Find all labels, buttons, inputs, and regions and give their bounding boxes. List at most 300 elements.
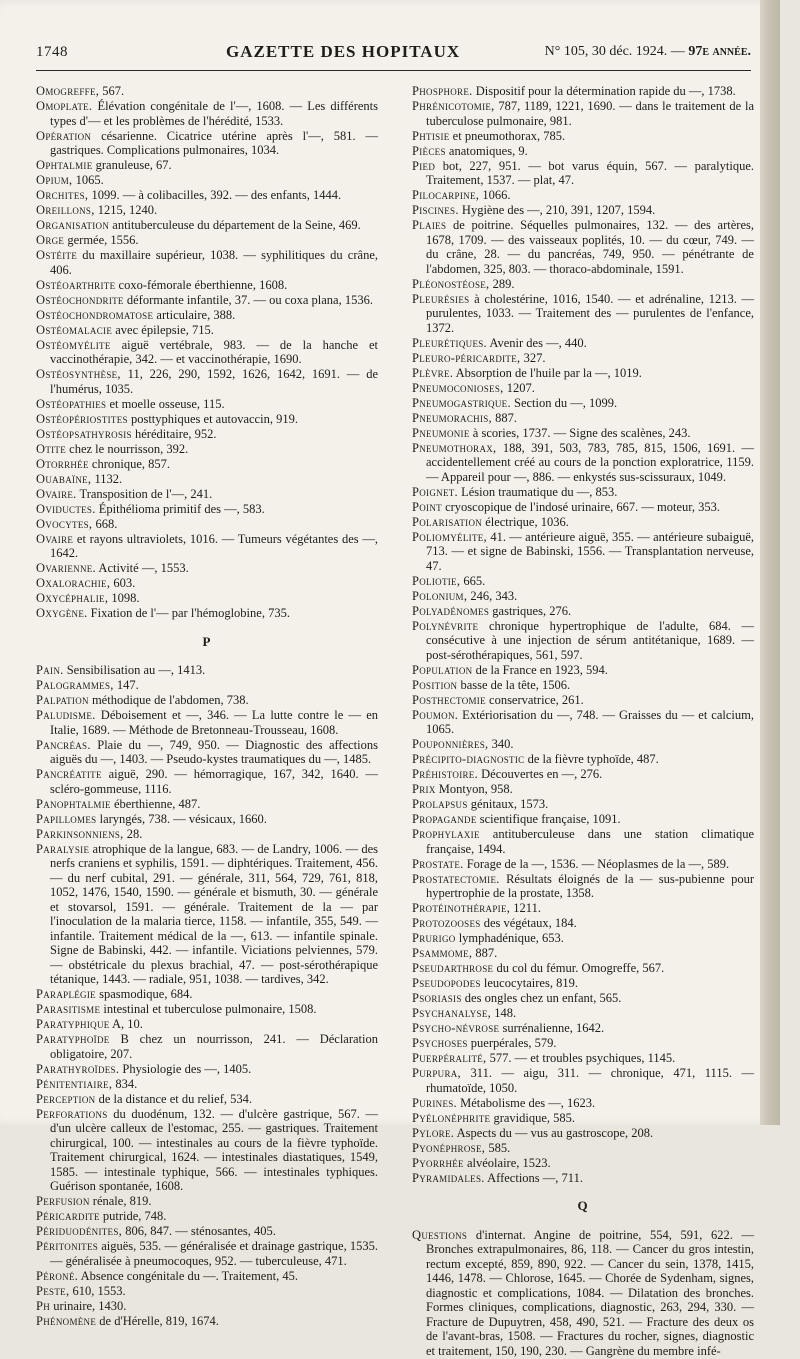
entry-text: 603. [110, 576, 136, 590]
entry-text: aiguës, 535. — généralisée et drainage gastrique, 1535. — généralisée à pneumocoques, 952. — tuberculeuse, 471. [50, 1239, 378, 1268]
entry-headword: Population [412, 662, 473, 677]
entry-headword: Pseudopodes [412, 976, 481, 990]
entry-headword: Parathyroïdes. [36, 1061, 120, 1076]
index-entry [36, 591, 378, 606]
entry-text: 610, 1553. [69, 1283, 126, 1298]
index-entry [412, 500, 754, 515]
issue-info [545, 44, 751, 60]
index-entry [412, 218, 754, 276]
entry-text: Plaie du —, 749, 950. — Diagnostic des affections aiguës du —, 1403. — Pseudo-kystes traumatiques du —, 1485. [50, 737, 378, 766]
entry-headword: Polyadénomes [412, 603, 490, 618]
index-column-right [412, 84, 754, 1359]
entry-headword: Pleurésies [412, 291, 470, 306]
entry-text: des végétaux, 184. [480, 916, 577, 930]
entry-text: Montyon, 958. [435, 782, 513, 796]
index-entry [412, 188, 754, 203]
entry-text: Métabolisme des —, 1623. [456, 1095, 596, 1110]
entry-headword: Ostéite [36, 248, 78, 262]
entry-headword: Omoplate. [36, 99, 93, 113]
index-entry [412, 767, 754, 782]
index-entry [36, 1239, 378, 1268]
entry-text: 1098. [108, 591, 140, 605]
index-entry [412, 1126, 754, 1141]
entry-headword: Préhistoire. [412, 767, 479, 781]
index-entry [36, 663, 378, 678]
index-entry [36, 1107, 378, 1194]
entry-text: antituberculeuse du département de la Seine, 469. [109, 218, 361, 232]
entry-text: intestinal et tuberculose pulmonaire, 1508. [100, 1002, 317, 1016]
entry-text: anatomiques, 9. [445, 143, 528, 158]
entry-headword: Palogrammes, [36, 678, 114, 692]
index-entry [36, 1092, 378, 1107]
entry-text: Dispositif pour la détermination rapide du —, 1738. [472, 84, 736, 98]
entry-headword: Ovarienne. [36, 561, 96, 575]
entry-headword: Phrénicotomie, [412, 99, 495, 113]
index-entry [36, 457, 378, 472]
entry-headword: Opium, [36, 173, 73, 187]
entry-headword: Pseudarthrose [412, 961, 494, 975]
entry-headword: Ostéochondrite [36, 292, 124, 307]
entry-text: 668. [92, 516, 118, 531]
journal-title: GAZETTE DES HOPITAUX [226, 42, 461, 61]
index-entry [36, 99, 378, 128]
entry-headword: Pleuro-péricardite, [412, 350, 521, 365]
index-entry [412, 203, 754, 218]
index-entry [412, 737, 754, 752]
index-entry [36, 1062, 378, 1077]
index-entry [412, 589, 754, 604]
index-entry [36, 472, 378, 487]
entry-headword: Oreillons, [36, 203, 95, 217]
index-entry [412, 976, 754, 991]
index-entry [36, 1002, 378, 1017]
entry-headword: Polonium, [412, 588, 468, 603]
entry-text: Résultats éloignés de la — sus-pubienne pour hypertrophie de la prostate, 1358. [426, 871, 754, 900]
entry-text: 1099. — à colibacilles, 392. — des enfants, 1444. [88, 188, 342, 202]
index-entry [36, 606, 378, 621]
entry-text: 28. [123, 826, 143, 841]
entry-headword: Phosphore. [412, 84, 473, 98]
index-entry [36, 502, 378, 517]
entry-text: 887. [491, 410, 517, 425]
entry-text: de la France en 1923, 594. [472, 662, 608, 677]
entry-text: 887. [472, 946, 498, 960]
entry-text: Transposition de l'—, 241. [76, 486, 213, 501]
index-entry [36, 532, 378, 561]
entry-text: avec épilepsie, 715. [112, 322, 214, 337]
entry-headword: Propagande [412, 812, 477, 826]
entry-headword: Pièces [412, 143, 446, 158]
entry-headword: Point [412, 499, 442, 514]
index-entry [412, 411, 754, 426]
entry-headword: Périduodénites, [36, 1224, 123, 1238]
index-entry [412, 485, 754, 500]
index-entry [412, 1096, 754, 1111]
index-entry [36, 442, 378, 457]
entry-text: et pneumothorax, 785. [449, 128, 566, 143]
entry-text: 41. — antérieure aiguë, 355. — antérieure subaiguë, 713. — et signe de Babinski, 1556. — Transplantation nerveuse, 47. [426, 529, 754, 573]
entry-text: Extériorisation du —, 748. — Graisses du — et calcium, 1065. [426, 707, 754, 736]
entry-headword: Ostéomyélite [36, 337, 111, 352]
index-entry [36, 1284, 378, 1299]
index-entry [412, 426, 754, 441]
entry-text: conservatrice, 261. [485, 692, 584, 707]
entry-text: de d'Hérelle, 819, 1674. [96, 1313, 219, 1328]
index-entry [412, 857, 754, 872]
entry-headword: Pneumorachis, [412, 410, 492, 425]
entry-headword: Pyélonéphrite [412, 1110, 491, 1125]
entry-headword: Paratyphoïde [36, 1032, 110, 1046]
entry-headword: Perfusion [36, 1194, 90, 1208]
entry-text: méthodique de l'abdomen, 738. [88, 693, 249, 707]
entry-headword: Pilocarpine, [412, 188, 480, 202]
entry-headword: Peste, [36, 1283, 70, 1298]
entry-headword: Ovaire [36, 531, 74, 546]
index-entry [412, 99, 754, 128]
index-entry [412, 782, 754, 797]
entry-headword: Psychanalyse, [412, 1006, 492, 1020]
entry-headword: Péricardite [36, 1209, 100, 1223]
entry-headword: Protozooses [412, 916, 481, 930]
entry-text: 1211. [510, 901, 541, 915]
entry-headword: Ostéosynthèse, [36, 367, 121, 381]
entry-text: cryoscopique de l'indosé urinaire, 667. — moteur, 353. [441, 499, 721, 514]
entry-text: 1065. [72, 173, 104, 187]
index-entry [36, 218, 378, 233]
index-entry [36, 1017, 378, 1032]
entry-text: d'internat. Angine de poitrine, 554, 591, 622. — Bronches extrapulmonaires, 86, 118. — Cancer du gros intestin, rectum excepté, 859, 890, 922. — Cancer du sein, 1378, 1415, 1446, 1478. — Chlorose, 1645. — Chorée de Sydenham, signes, diagnostic et complications, 1084. — Dilatation des bronches. Formes cliniques, complications, diagnostic, 263, 294, 330. — Fracture de Dupuytren, 458, 490, 521. — Fracture des deux os de l'avant-bras, 1508. — Fractures du rocher, signes, diagnostic et traitement, 150, 190, 230. — Gangrène du membre infé- [426, 1227, 754, 1358]
index-entry [412, 931, 754, 946]
index-entry [412, 1156, 754, 1171]
entry-text: laryngés, 738. — vésicaux, 1660. [96, 811, 267, 826]
entry-headword: Puerpéralité, [412, 1051, 487, 1065]
entry-text: Aspects du — vus au gastroscope, 208. [454, 1125, 654, 1140]
index-entry [36, 158, 378, 173]
entry-text: 834. [112, 1076, 138, 1091]
entry-text: 289. [489, 276, 515, 291]
entry-text: 806, 847. — sténosantes, 405. [122, 1224, 276, 1238]
index-entry [412, 144, 754, 159]
entry-headword: Prostate. [412, 856, 464, 871]
index-entry [412, 872, 754, 901]
entry-text: de poitrine. Séquelles pulmonaires, 132. — des artères, 1678, 1709. — des vaisseaux poplités, 10. — du cœur, 749. — du crâne, 28. — du pancréas, 749, 950. — pénétrante de l'abdomen, 325, 803. — thoraco-abdominale, 1591. [426, 218, 754, 276]
index-entry [412, 827, 754, 856]
entry-text: Avenir des —, 440. [486, 335, 587, 350]
entry-headword: Protéinothérapie, [412, 901, 511, 915]
entry-text: alvéolaire, 1523. [463, 1155, 551, 1170]
entry-headword: Plaies [412, 218, 447, 232]
index-entry [412, 1051, 754, 1066]
entry-text: Lésion traumatique du —, 853. [457, 484, 618, 499]
index-entry [412, 1021, 754, 1036]
entry-text: chronique, 857. [88, 456, 170, 471]
entry-text: Découvertes en —, 276. [478, 767, 603, 781]
entry-text: Hygiène des —, 210, 391, 1207, 1594. [458, 203, 656, 217]
index-entry [36, 248, 378, 277]
entry-headword: Péroné. [36, 1268, 79, 1283]
entry-text: à scories, 1737. — Signe des scalènes, 243. [469, 425, 691, 440]
index-entry [412, 292, 754, 336]
entry-headword: Ph [36, 1298, 51, 1313]
index-entry [412, 708, 754, 737]
entry-headword: Pleurétiques. [412, 335, 487, 350]
entry-headword: Purpura, [412, 1066, 461, 1080]
entry-text: surrénalienne, 1642. [499, 1021, 605, 1035]
index-entry [412, 1036, 754, 1051]
index-entry [412, 351, 754, 366]
entry-headword: Ovaire. [36, 486, 77, 501]
entry-text: coxo-fémorale éberthienne, 1608. [115, 277, 288, 292]
entry-headword: Psoriasis [412, 991, 462, 1005]
index-entry [412, 366, 754, 381]
entry-headword: Ostéochondromatose [36, 307, 154, 322]
index-entry [412, 619, 754, 663]
entry-headword: Poumon. [412, 707, 459, 722]
index-entry [412, 812, 754, 827]
index-entry [36, 576, 378, 591]
entry-headword: Pyonéphrose, [412, 1140, 486, 1155]
entry-text: B chez un nourrisson, 241. — Déclaration obligatoire, 207. [50, 1032, 378, 1061]
index-entry [36, 1314, 378, 1329]
entry-text: 11, 226, 290, 1592, 1626, 1642, 1691. — de l'humérus, 1035. [50, 367, 378, 396]
entry-headword: Ostéopsathyrosis [36, 426, 132, 441]
entry-text: 1207. [503, 380, 535, 395]
entry-headword: Questions [412, 1227, 468, 1242]
entry-headword: Péritonites [36, 1239, 99, 1253]
entry-text: A, 10. [109, 1017, 143, 1031]
index-entry [36, 517, 378, 532]
entry-headword: Ostéomalacie [36, 322, 113, 337]
entry-text: bot, 227, 951. — bot varus équin, 567. — paralytique. Traitement, 1537. — plat, 47. [426, 158, 754, 187]
entry-headword: Pneumoconioses, [412, 380, 504, 395]
entry-headword: Ophtalmie [36, 158, 93, 172]
year-label: 97e année. [688, 44, 751, 59]
entry-text: Fixation de l'— par l'hémoglobine, 735. [87, 606, 290, 620]
index-entry [36, 827, 378, 842]
entry-headword: Pneumothorax, [412, 440, 497, 455]
index-entry [412, 663, 754, 678]
entry-text: atrophique de la langue, 683. — de Landry, 1006. — des nerfs craniens et syphilis, 1591. — diphtériques. Traitement, 456. — du nerf cubital, 291. — générale, 311, 564, 729, 761, 818, 1052, 1476, 1540, 1590. — générale et bismuth, 30. — générale et stovarsol, 1591. — générale. Traitement de la — par l'inoculation de la malaria tierce, 1158. — infantile, 355, 549. — infantile. Traitement médical de la —, 613. — infantile spinale. Signe de Babinski, 442. — infantile. Viciations pelviennes, 579. — obstétricale du plexus brachial, 47. — post-sérothérapique tétanique, 1443. — radiale, 951, 1038. — tardives, 342. [50, 841, 378, 986]
entry-headword: Oxalorachie, [36, 576, 111, 590]
index-entry [36, 561, 378, 576]
entry-text: du duodénum, 132. — d'ulcère gastrique, 567. — d'un ulcère calleux de l'estomac, 255. — gastriques. Traitement chirurgical, 100. — intestinales au cours de la fièvre typhoïde. Traitement chirurgical, 1624. — intestinales diastatiques, 1549, 1585. — intestinale typhique, 566. — intestinales typhiques. Guérison spontanée, 1608. [50, 1106, 378, 1193]
entry-text: Élévation congénitale de l'—, 1608. — Les différents types d'— et les problèmes de l'hérédité, 1533. [50, 99, 378, 128]
entry-text: putride, 748. [99, 1209, 167, 1223]
entry-headword: Pied [412, 158, 436, 173]
entry-headword: Prolapsus [412, 797, 468, 811]
entry-text: à cholestérine, 1016, 1540. — et adrénaline, 1213. — purulentes, 1033. — Traitement des — purulentes de l'enfance, 1372. [426, 291, 754, 335]
entry-headword: Pléonostéose, [412, 276, 490, 291]
entry-text: Absence congénitale du —. Traitement, 45. [78, 1268, 298, 1283]
entry-headword: Otite [36, 441, 67, 456]
entry-text: puerpérales, 579. [467, 1036, 557, 1050]
entry-headword: Opération [36, 128, 92, 143]
index-entry [36, 323, 378, 338]
entry-headword: Prophylaxie [412, 827, 480, 841]
index-entry [36, 293, 378, 308]
entry-text: rénale, 819. [89, 1194, 152, 1208]
entry-text: 311. — aigu, 311. — chronique, 471, 1115. — rhumatoïde, 1050. [426, 1066, 754, 1095]
entry-text: 246, 343. [467, 588, 518, 603]
entry-headword: Ostéoarthrite [36, 277, 116, 292]
index-entry [412, 1111, 754, 1126]
entry-headword: Paralysie [36, 841, 90, 856]
index-entry [36, 129, 378, 158]
entry-text: articulaire, 388. [153, 307, 236, 322]
index-entry [36, 173, 378, 188]
index-entry [412, 336, 754, 351]
index-entry [412, 396, 754, 411]
index-entry [36, 308, 378, 323]
entry-text: 1132. [91, 471, 123, 486]
entry-headword: Pouponnières, [412, 737, 489, 751]
entry-text: 585. [485, 1140, 511, 1155]
entry-headword: Oviductes. [36, 501, 96, 516]
entry-headword: Palpation [36, 693, 89, 707]
entry-text: déformante infantile, 37. — ou coxa plana, 1536. [123, 292, 373, 307]
index-entry [36, 842, 378, 987]
entry-text: 188, 391, 503, 783, 785, 815, 1506, 1691. — accidentellement créé au cours de la ponction exploratrice, 1159. — Appareil pour —, 886. — enkystés sus-scissuraux, 1049. [426, 440, 754, 484]
index-entry [412, 752, 754, 767]
entry-headword: Polynévrite [412, 618, 479, 633]
header-rule [36, 70, 751, 71]
index-entry [412, 530, 754, 574]
index-entry [412, 678, 754, 693]
entry-headword: Panophtalmie [36, 796, 111, 811]
section-letter: P [202, 633, 212, 649]
entry-text: et rayons ultraviolets, 1016. — Tumeurs végétantes des —, 1642. [50, 531, 378, 560]
entry-text: gravidique, 585. [490, 1110, 576, 1125]
entry-headword: Phénomène [36, 1313, 97, 1328]
entry-text: Section du —, 1099. [510, 395, 618, 410]
section-letter: Q [577, 1198, 589, 1213]
entry-headword: Orchites, [36, 188, 89, 202]
entry-text: héréditaire, 952. [131, 426, 217, 441]
page-number: 1748 [36, 44, 68, 60]
entry-headword: Ostéopériostites [36, 411, 128, 426]
entry-headword: Organisation [36, 218, 110, 232]
entry-text: scientifique française, 1091. [476, 812, 621, 826]
entry-text: éberthienne, 487. [110, 796, 201, 811]
index-entry [412, 991, 754, 1006]
index-entry [36, 1299, 378, 1314]
index-entry [36, 1194, 378, 1209]
entry-headword: Poliotie, [412, 573, 461, 588]
index-entry [36, 367, 378, 396]
index-entry [412, 693, 754, 708]
index-entry [36, 487, 378, 502]
index-entry [412, 797, 754, 812]
index-entry [412, 129, 754, 144]
index-entry [36, 708, 378, 737]
index-entry [412, 574, 754, 589]
entry-headword: Perception [36, 1091, 96, 1106]
entry-text: urinaire, 1430. [50, 1298, 127, 1313]
entry-headword: Position [412, 677, 458, 692]
entry-text: césarienne. Cicatrice utérine après l'—, 581. — gastriques. Complications pulmonaires, 1034. [50, 128, 378, 157]
entry-headword: Phtisie [412, 128, 450, 143]
index-entry [412, 381, 754, 396]
entry-headword: Otorrhée [36, 456, 89, 471]
index-entry [412, 1066, 754, 1095]
entry-text: Affections —, 711. [484, 1170, 583, 1185]
entry-headword: Précipito-diagnostic [412, 752, 525, 766]
entry-headword: Psammome, [412, 946, 473, 960]
index-entry [36, 278, 378, 293]
index-entry [36, 1269, 378, 1284]
page-edge [760, 0, 780, 1125]
index-entry [36, 1224, 378, 1239]
entry-text: et moelle osseuse, 115. [106, 396, 225, 411]
entry-headword: Ouabaïne, [36, 471, 92, 486]
entry-headword: Purines. [412, 1095, 457, 1110]
entry-text: 1215, 1240. [94, 203, 158, 217]
entry-text: 340. [488, 737, 514, 751]
entry-headword: Psycho-névrose [412, 1021, 500, 1035]
index-entry [36, 767, 378, 796]
entry-headword: Paludisme. [36, 708, 96, 722]
entry-headword: Ovocytes, [36, 516, 93, 531]
page-header [36, 40, 751, 66]
entry-text: Absorption de l'huile par la —, 1019. [453, 365, 642, 380]
entry-headword: Pyorrhée [412, 1155, 464, 1170]
entry-headword: Ostéopathies [36, 396, 107, 411]
index-entry [36, 1209, 378, 1224]
entry-headword: Polarisation [412, 514, 483, 529]
entry-headword: Plèvre. [412, 365, 454, 380]
entry-text: spasmodique, 684. [95, 987, 193, 1001]
entry-text: de la distance et du relief, 534. [95, 1091, 252, 1106]
entry-headword: Oxycéphalie, [36, 591, 109, 605]
entry-headword: Parasitisme [36, 1002, 101, 1016]
entry-headword: Poignet. [412, 484, 458, 499]
entry-text: du col du fémur. Omogreffe, 567. [493, 961, 665, 975]
index-column-left [36, 84, 378, 1329]
entry-headword: Pylore. [412, 1125, 455, 1140]
entry-text: Sensibilisation au —, 1413. [63, 663, 206, 677]
entry-text: antituberculeuse dans une station climatique française, 1494. [426, 827, 754, 856]
entry-headword: Prix [412, 782, 436, 796]
entry-text: lymphadénique, 653. [455, 931, 564, 945]
entry-headword: Parkinsonniens, [36, 826, 124, 841]
entry-text: 1066. [479, 188, 511, 202]
entry-headword: Posthectomie [412, 692, 486, 707]
entry-text: 567. [99, 84, 125, 98]
index-entry [412, 277, 754, 292]
entry-headword: Piscines. [412, 203, 459, 217]
index-entry [36, 1077, 378, 1092]
index-entry [412, 1141, 754, 1156]
index-entry [412, 1171, 754, 1186]
entry-headword: Pain. [36, 663, 64, 677]
index-entry [36, 427, 378, 442]
entry-headword: Prostatectomie. [412, 871, 500, 886]
entry-text: Déboisement et —, 346. — La lutte contre le — en Italie, 1689. — Méthode de Bretonneau-Trousseau, 1608. [50, 708, 378, 737]
entry-text: aiguë vertébrale, 983. — de la hanche et vaccinothérapie, 342. — et vaccinothérapie, 1690. [50, 337, 378, 366]
index-entry [412, 961, 754, 976]
index-entry [412, 901, 754, 916]
entry-headword: Pneumonie [412, 425, 470, 440]
index-entry [412, 84, 754, 99]
entry-headword: Paraplégie [36, 987, 96, 1001]
index-entry [412, 515, 754, 530]
entry-headword: Psychoses [412, 1036, 468, 1050]
index-entry [36, 203, 378, 218]
index-entry [36, 987, 378, 1002]
index-entry [36, 84, 378, 99]
index-entry [36, 233, 378, 248]
index-entry [36, 812, 378, 827]
